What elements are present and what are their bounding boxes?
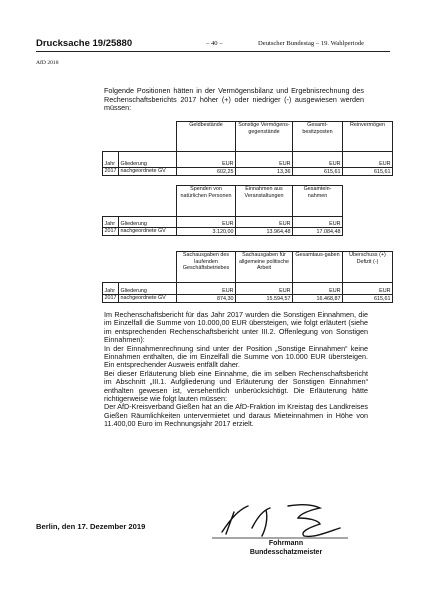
unit-cell: EUR bbox=[343, 152, 393, 168]
table-balance bbox=[102, 121, 393, 176]
column-header: Sonstige Vermögens-gegenstände bbox=[236, 122, 293, 152]
paragraph: In der Einnahmenrechnung sind unter der Position „Sonstige Einnahmen“ keine Einnahmen enthalten, die im Einzelfall die Summe von 10.000 EUR übersteigen. Ein entsprechender Ausweis entfällt daher. bbox=[104, 343, 368, 370]
paragraph: Der AfD-Kreisverband Gießen hat an die AfD-Fraktion im Kreistag des Landkreises Gießen Räumlichkeiten untervermietet und daraus Mieteinnahmen in Höhe von 11.400,00 Euro im Rechnungsjahr 2017 erzielt. bbox=[104, 402, 368, 429]
signatory-title: Bundesschatzmeister bbox=[249, 548, 323, 556]
column-header: Geldbestände bbox=[177, 122, 236, 152]
column-header-gliederung: Gliederung bbox=[119, 283, 177, 295]
signatory-name: Fohrmann bbox=[268, 540, 304, 547]
page-number: – 40 – bbox=[206, 40, 223, 47]
explanation-text bbox=[104, 311, 368, 429]
column-header: Gesamtaus-gaben bbox=[293, 252, 343, 283]
value-cell: 13,36 bbox=[236, 168, 293, 176]
unit-cell: EUR bbox=[236, 217, 293, 228]
column-header: Überschuss (+) Defizit (-) bbox=[343, 252, 393, 283]
signatory-block bbox=[226, 540, 346, 557]
column-header: Sachausgaben des laufenden Geschäftsbetriebes bbox=[177, 252, 236, 283]
column-header: Sachausgaben für allgemeine politische Arbeit bbox=[236, 252, 293, 283]
signature-image bbox=[208, 498, 358, 542]
value-cell: 602,25 bbox=[177, 168, 236, 176]
value-cell: 615,61 bbox=[343, 295, 393, 303]
column-header: Spenden von natürlichen Personen bbox=[177, 186, 236, 217]
table-header-row bbox=[103, 122, 393, 152]
table-header-row bbox=[103, 186, 343, 217]
unit-cell: EUR bbox=[343, 283, 393, 295]
value-cell: 15.594,57 bbox=[236, 295, 293, 303]
column-header-gliederung: Gliederung bbox=[119, 217, 177, 228]
value-cell: 16.468,87 bbox=[293, 295, 343, 303]
unit-cell: EUR bbox=[293, 283, 343, 295]
table-row bbox=[103, 228, 343, 236]
column-header: Einnahmen aus Veranstaltungen bbox=[236, 186, 293, 217]
column-header: Gesamt-besitzposten bbox=[293, 122, 343, 152]
value-cell: 615,61 bbox=[293, 168, 343, 176]
unit-cell: EUR bbox=[293, 152, 343, 168]
city-date: Berlin, den 17. Dezember 2019 bbox=[36, 522, 146, 531]
header-rule bbox=[36, 51, 390, 52]
unit-cell: EUR bbox=[177, 217, 236, 228]
column-header-year: Jahr bbox=[103, 283, 119, 295]
unit-cell: EUR bbox=[236, 283, 293, 295]
unit-cell: EUR bbox=[177, 283, 236, 295]
year-cell: 2017 bbox=[104, 228, 117, 234]
value-cell: 13.964,48 bbox=[236, 228, 293, 236]
year-cell: 2017 bbox=[104, 168, 117, 174]
value-cell: 874,30 bbox=[177, 295, 236, 303]
column-header-year: Jahr bbox=[103, 217, 119, 228]
unit-cell: EUR bbox=[236, 152, 293, 168]
table-header-row bbox=[103, 252, 393, 283]
table-unit-row bbox=[103, 283, 393, 295]
table-income bbox=[102, 185, 343, 236]
unit-cell: EUR bbox=[293, 217, 343, 228]
document-number: Drucksache 19/25880 bbox=[36, 38, 133, 49]
value-cell: 17.084,48 bbox=[293, 228, 343, 236]
column-header-gliederung: Gliederung bbox=[119, 152, 177, 168]
gliederung-cell: nachgeordnete GV bbox=[119, 295, 177, 303]
value-cell: 615,61 bbox=[343, 168, 393, 176]
table-row bbox=[103, 295, 393, 303]
table-row bbox=[103, 168, 393, 176]
paragraph: Im Rechenschaftsbericht für das Jahr 2017 wurden die Sonstigen Einnahmen, die im Einzelfall die Summe von 10.000,00 EUR übersteigen, wie folgt erläutert (siehe im entsprechenden Rechenschaftsbericht unter III.2. Offenlegung von Sonstigen Einnahmen): bbox=[104, 310, 368, 345]
table-unit-row bbox=[103, 152, 393, 168]
year-cell: 2017 bbox=[104, 295, 117, 301]
value-cell: 3.120,00 bbox=[177, 228, 236, 236]
unit-cell: EUR bbox=[177, 152, 236, 168]
intro-paragraph: Folgende Positionen hätten in der Vermögensbilanz und Ergebnisrechnung des Rechenschaftsberichts 2017 höher (+) oder niedriger (-) ausgewiesen werden müssen: bbox=[104, 86, 364, 113]
table-unit-row bbox=[103, 217, 343, 228]
column-header: Gesamtein-nahmen bbox=[293, 186, 343, 217]
gliederung-cell: nachgeordnete GV bbox=[119, 228, 177, 236]
column-header-year: Jahr bbox=[103, 152, 119, 168]
party-label: AfD 2018 bbox=[36, 60, 59, 66]
paragraph: Bei dieser Erläuterung blieb eine Einnahme, die im selben Rechenschaftsbericht im Abschnitt „III.1. Aufgliederung und Erläuterung der Sonstigen Einnahmen“ enthalten gewesen ist, versehentlich unberücksichtigt. Die Erläuterung hätte richtigerweise wie folgt lauten müssen: bbox=[104, 368, 368, 404]
table-expenses bbox=[102, 251, 393, 303]
bundestag-period: Deutscher Bundestag – 19. Wahlperiode bbox=[258, 40, 365, 47]
column-header: Reinvermögen bbox=[343, 122, 393, 152]
gliederung-cell: nachgeordnete GV bbox=[119, 168, 177, 176]
